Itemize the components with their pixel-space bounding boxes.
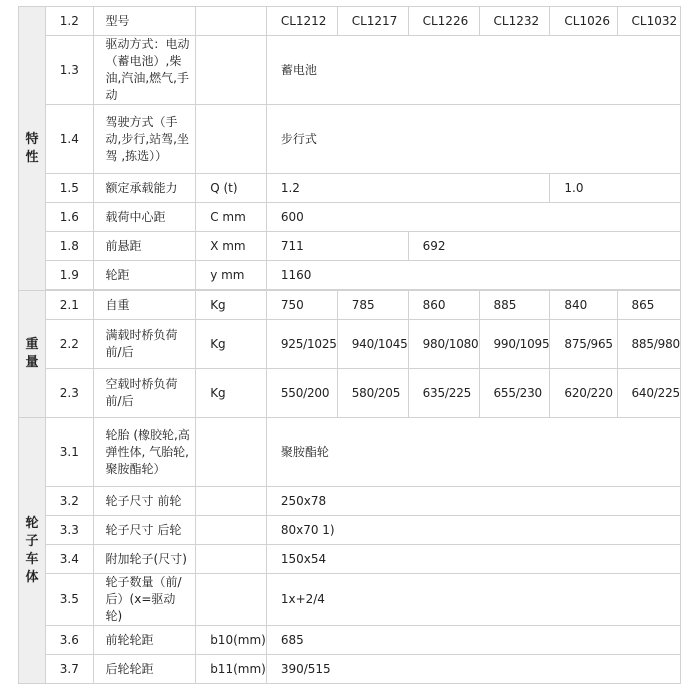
- row-number: 1.8: [46, 232, 93, 261]
- row-number: 3.1: [46, 418, 93, 487]
- row-number: 1.6: [46, 203, 93, 232]
- param-name: 自重: [93, 291, 196, 320]
- model-header-cl1217: CL1217: [337, 7, 408, 36]
- param-value: 550/200: [266, 369, 337, 418]
- model-header-cl1232: CL1232: [479, 7, 550, 36]
- param-unit: [196, 418, 267, 487]
- param-unit: [196, 105, 267, 174]
- param-unit: Kg: [196, 320, 267, 369]
- param-unit: C mm: [196, 203, 267, 232]
- table-row: [19, 320, 681, 369]
- param-value: 692: [408, 232, 680, 261]
- param-name: 载荷中心距: [93, 203, 196, 232]
- model-header-cl1026: CL1026: [550, 7, 617, 36]
- row-number: 2.2: [46, 320, 93, 369]
- param-value: 655/230: [479, 369, 550, 418]
- table-row: [19, 7, 681, 36]
- category-wheels: 轮子车体: [19, 418, 46, 684]
- param-value: 885/980: [617, 320, 681, 369]
- param-value: 635/225: [408, 369, 479, 418]
- category-features: 特性: [19, 7, 46, 291]
- row-number: 1.2: [46, 7, 93, 36]
- param-name: 轮胎 (橡胶轮,高弹性体, 气胎轮,聚胺酯轮）: [93, 418, 196, 487]
- param-value: 蓄电池: [266, 36, 680, 105]
- param-value: 785: [337, 291, 408, 320]
- param-value: 685: [266, 626, 680, 655]
- param-value: 865: [617, 291, 681, 320]
- table-row: [19, 291, 681, 320]
- table-row: [19, 487, 681, 516]
- param-unit: Q (t): [196, 174, 267, 203]
- param-name: 轮子尺寸 后轮: [93, 516, 196, 545]
- row-number: 2.3: [46, 369, 93, 418]
- param-unit: X mm: [196, 232, 267, 261]
- param-unit: [196, 516, 267, 545]
- param-unit: b10(mm): [196, 626, 267, 655]
- param-name: 前轮轮距: [93, 626, 196, 655]
- param-value: 580/205: [337, 369, 408, 418]
- row-number: 3.2: [46, 487, 93, 516]
- row-number: 1.4: [46, 105, 93, 174]
- param-value: 940/1045: [337, 320, 408, 369]
- param-name: 满载时桥负荷 前/后: [93, 320, 196, 369]
- param-value: 1x+2/4: [266, 574, 680, 626]
- param-name: 驾驶方式（手动,步行,站驾,坐驾 ,拣选））: [93, 105, 196, 174]
- param-value: 711: [266, 232, 408, 261]
- param-name: 额定承载能力: [93, 174, 196, 203]
- table-row: [19, 574, 681, 626]
- param-value: 885: [479, 291, 550, 320]
- table-row: [19, 626, 681, 655]
- param-name: 型号: [93, 7, 196, 36]
- row-number: 1.3: [46, 36, 93, 105]
- table-row: [19, 418, 681, 487]
- param-name: 驱动方式：电动（蓄电池）,柴油,汽油,燃气,手动: [93, 36, 196, 105]
- category-weight: 重量: [19, 291, 46, 418]
- param-value: 150x54: [266, 545, 680, 574]
- param-unit: b11(mm): [196, 655, 267, 684]
- param-value: 980/1080: [408, 320, 479, 369]
- table-row: [19, 232, 681, 261]
- param-value: 860: [408, 291, 479, 320]
- param-unit: [196, 574, 267, 626]
- param-unit: [196, 7, 267, 36]
- table-row: [19, 174, 681, 203]
- param-value: 1.0: [550, 174, 681, 203]
- param-unit: [196, 545, 267, 574]
- param-unit: [196, 36, 267, 105]
- param-name: 附加轮子(尺寸): [93, 545, 196, 574]
- param-unit: Kg: [196, 291, 267, 320]
- param-value: 1160: [266, 261, 680, 290]
- param-value: 250x78: [266, 487, 680, 516]
- table-row: [19, 545, 681, 574]
- row-number: 3.6: [46, 626, 93, 655]
- table-row: [19, 36, 681, 105]
- param-value: 925/1025: [266, 320, 337, 369]
- param-unit: y mm: [196, 261, 267, 290]
- param-value: 640/225: [617, 369, 681, 418]
- row-number: 3.3: [46, 516, 93, 545]
- table-row: [19, 261, 681, 290]
- param-value: 990/1095: [479, 320, 550, 369]
- table-row: [19, 516, 681, 545]
- table-row: [19, 369, 681, 418]
- table-row: [19, 655, 681, 684]
- model-header-cl1212: CL1212: [266, 7, 337, 36]
- row-number: 2.1: [46, 291, 93, 320]
- row-number: 1.5: [46, 174, 93, 203]
- param-name: 空载时桥负荷 前/后: [93, 369, 196, 418]
- param-value: 840: [550, 291, 617, 320]
- param-value: 80x70 1): [266, 516, 680, 545]
- row-number: 1.9: [46, 261, 93, 290]
- param-value: 620/220: [550, 369, 617, 418]
- param-value: 1.2: [266, 174, 550, 203]
- param-value: 600: [266, 203, 680, 232]
- param-name: 后轮轮距: [93, 655, 196, 684]
- param-unit: Kg: [196, 369, 267, 418]
- param-name: 前悬距: [93, 232, 196, 261]
- param-name: 轮子尺寸 前轮: [93, 487, 196, 516]
- param-unit: [196, 487, 267, 516]
- table-row: [19, 203, 681, 232]
- table-row: [19, 105, 681, 174]
- param-value: 875/965: [550, 320, 617, 369]
- param-name: 轮距: [93, 261, 196, 290]
- param-value: 步行式: [266, 105, 680, 174]
- spec-table: [18, 6, 681, 684]
- model-header-cl1226: CL1226: [408, 7, 479, 36]
- param-value: 聚胺酯轮: [266, 418, 680, 487]
- param-name: 轮子数量（前/后）(x=驱动轮): [93, 574, 196, 626]
- param-value: 390/515: [266, 655, 680, 684]
- row-number: 3.7: [46, 655, 93, 684]
- param-value: 750: [266, 291, 337, 320]
- row-number: 3.4: [46, 545, 93, 574]
- row-number: 3.5: [46, 574, 93, 626]
- model-header-cl1032: CL1032: [617, 7, 681, 36]
